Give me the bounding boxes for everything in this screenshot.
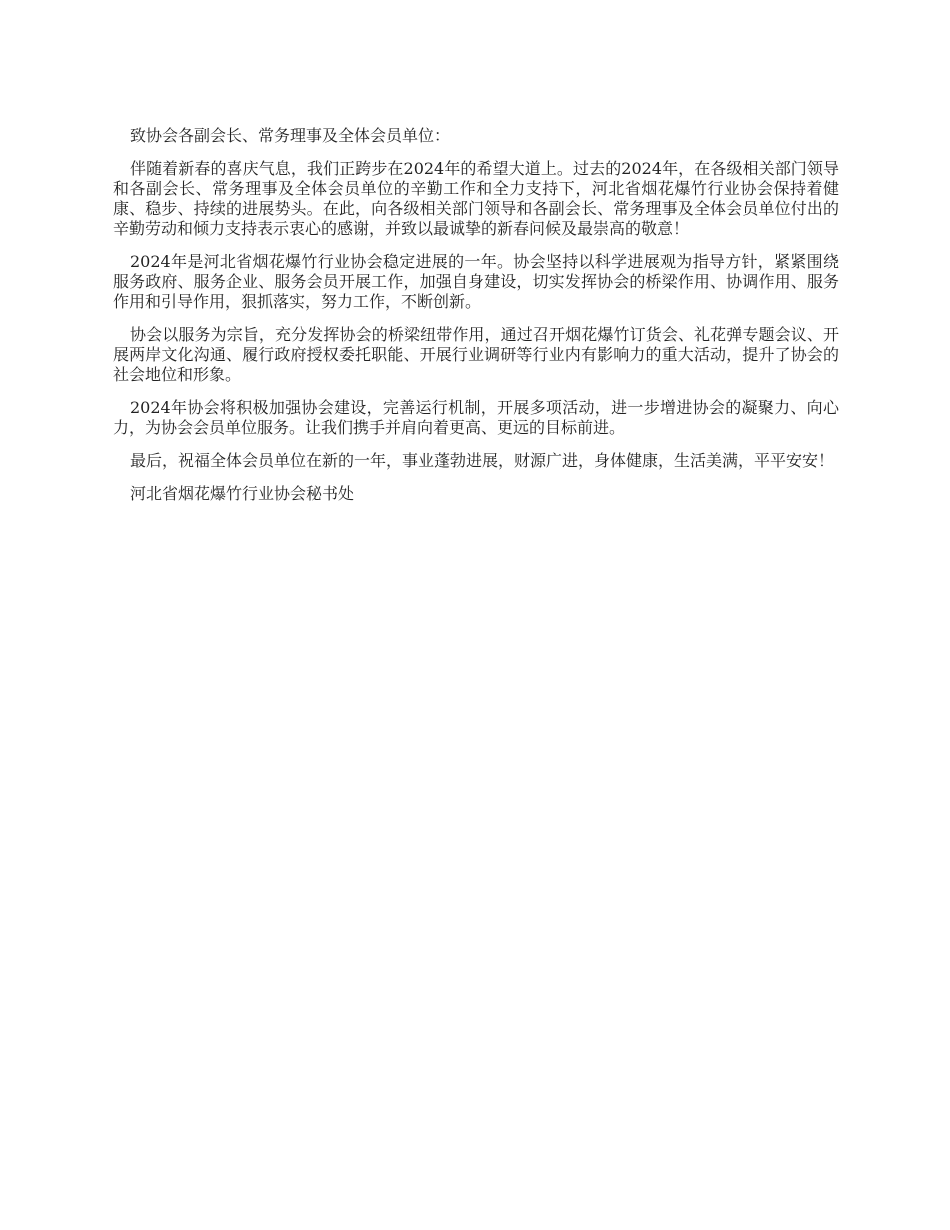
letter-paragraph: 2024年是河北省烟花爆竹行业协会稳定进展的一年。协会坚持以科学进展观为指导方针，紧紧围绕服务政府、服务企业、服务会员开展工作，加强自身建设，切实发挥协会的桥梁作用、协调作用、服务作用和引导作用，狠抓落实，努力工作，不断创新。: [113, 252, 839, 311]
letter-salutation: 致协会各副会长、常务理事及全体会员单位：: [130, 126, 451, 145]
letter-paragraph: 协会以服务为宗旨，充分发挥协会的桥梁纽带作用，通过召开烟花爆竹订货会、礼花弹专题会议、开展两岸文化沟通、履行政府授权委托职能、开展行业调研等行业内有影响力的重大活动，提升了协会的社会地位和形象。: [113, 325, 839, 384]
letter-signature: 河北省烟花爆竹行业协会秘书处: [130, 484, 355, 503]
letter-paragraph: 伴随着新春的喜庆气息，我们正跨步在2024年的希望大道上。过去的2024年，在各级相关部门领导和各副会长、常务理事及全体会员单位的辛勤工作和全力支持下，河北省烟花爆竹行业协会保持着健康、稳步、持续的进展势头。在此，向各级相关部门领导和各副会长、常务理事及全体会员单位付出的辛勤劳动和倾力支持表示衷心的感谢，并致以最诚挚的新春问候及最崇高的敬意！: [113, 159, 839, 238]
letter-paragraph: 最后，祝福全体会员单位在新的一年，事业蓬勃进展，财源广进，身体健康，生活美满，平平安安！: [130, 451, 835, 470]
letter-body: [113, 126, 839, 517]
letter-paragraph: 2024年协会将积极加强协会建设，完善运行机制，开展多项活动，进一步增进协会的凝聚力、向心力，为协会会员单位服务。让我们携手并肩向着更高、更远的目标前进。: [113, 398, 839, 437]
